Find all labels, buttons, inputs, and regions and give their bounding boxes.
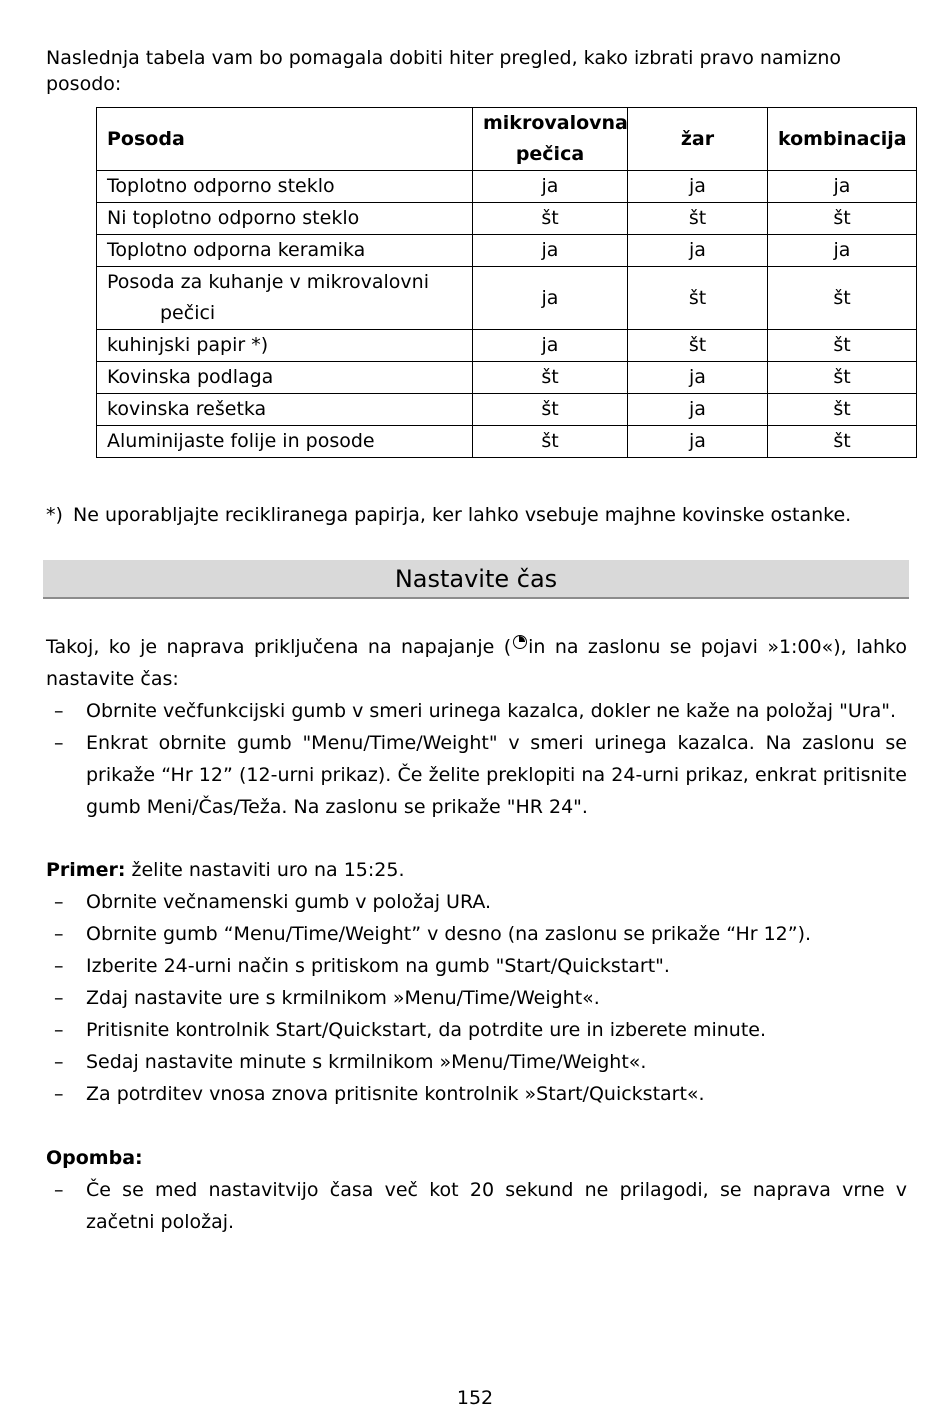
table-row <box>97 394 917 426</box>
page-number: 152 <box>456 1387 494 1409</box>
cell-cookware: Ni toplotno odporno steklo <box>97 203 473 235</box>
header-combination: kombinacija <box>768 108 917 171</box>
cell-cookware: Aluminijaste folije in posode <box>97 426 473 458</box>
cell-cookware: Toplotno odporno steklo <box>97 171 473 203</box>
cell-cookware: kovinska rešetka <box>97 394 473 426</box>
cell-microwave: št <box>473 362 628 394</box>
cell-grill: ja <box>628 394 768 426</box>
cell-cookware: kuhinjski papir *) <box>97 330 473 362</box>
table-row <box>97 267 917 330</box>
cell-combination: ja <box>768 171 917 203</box>
list-item: – Obrnite gumb “Menu/Time/Weight” v desno (na zaslonu se prikaže “Hr 12”). <box>46 918 907 950</box>
cell-grill: št <box>628 203 768 235</box>
note-heading <box>46 1142 907 1174</box>
cell-cookware-line2: pečici <box>160 302 216 324</box>
cell-cookware-line1: Posoda za kuhanje v mikrovalovni <box>107 271 429 293</box>
cell-combination: št <box>768 394 917 426</box>
cell-grill: št <box>628 330 768 362</box>
cell-combination: št <box>768 426 917 458</box>
clock-icon <box>513 635 527 649</box>
list-item: – Obrnite večfunkcijski gumb v smeri urinega kazalca, dokler ne kaže na položaj "Ura". <box>46 695 907 727</box>
footnote <box>46 501 916 529</box>
time-intro-before: Takoj, ko je naprava priključena na napajanje ( <box>46 636 512 658</box>
cell-microwave: št <box>473 394 628 426</box>
note-list <box>46 1174 907 1238</box>
cell-cookware <box>97 267 473 330</box>
cell-grill: št <box>628 267 768 330</box>
example-heading <box>46 854 907 886</box>
table-row <box>97 330 917 362</box>
list-item: – Za potrditev vnosa znova pritisnite kontrolnik »Start/Quickstart«. <box>46 1078 907 1110</box>
table-row <box>97 171 917 203</box>
table-row <box>97 235 917 267</box>
header-grill: žar <box>628 108 768 171</box>
list-item: – Zdaj nastavite ure s krmilnikom »Menu/Time/Weight«. <box>46 982 907 1014</box>
time-intro-paragraph <box>46 631 907 695</box>
cell-combination: št <box>768 362 917 394</box>
cell-microwave: št <box>473 426 628 458</box>
time-intro-after: in na zaslonu se pojavi »1:00«), lahko nastavite čas: <box>46 636 907 690</box>
table-row <box>97 203 917 235</box>
footnote-text: Ne uporabljajte recikliranega papirja, ker lahko vsebuje majhne kovinske ostanke. <box>73 504 852 526</box>
cell-combination: št <box>768 330 917 362</box>
example-label: Primer: <box>46 859 126 881</box>
list-item: – Sedaj nastavite minute s krmilnikom »Menu/Time/Weight«. <box>46 1046 907 1078</box>
section-header-bar <box>43 560 909 599</box>
list-item: – Obrnite večnamenski gumb v položaj URA. <box>46 886 907 918</box>
section-title: Nastavite čas <box>394 565 558 593</box>
example-text: želite nastaviti uro na 15:25. <box>125 859 405 881</box>
cell-microwave: ja <box>473 330 628 362</box>
table-header-row <box>97 108 917 171</box>
cell-microwave: ja <box>473 267 628 330</box>
cell-cookware: Toplotno odporna keramika <box>97 235 473 267</box>
cell-grill: ja <box>628 171 768 203</box>
intro-paragraph: Naslednja tabela vam bo pomagala dobiti hiter pregled, kako izbrati pravo namizno posodo: <box>46 47 842 95</box>
cell-grill: ja <box>628 426 768 458</box>
header-microwave: mikrovalovna pečica <box>473 108 628 171</box>
cell-combination: št <box>768 267 917 330</box>
table-row <box>97 426 917 458</box>
example-steps-list <box>46 886 907 1110</box>
list-item: – Če se med nastavitvijo časa več kot 20 sekund ne prilagodi, se naprava vrne v začetni položaj. <box>46 1174 907 1238</box>
cookware-table <box>96 107 917 458</box>
cell-microwave: št <box>473 203 628 235</box>
cell-combination: št <box>768 203 917 235</box>
cell-cookware: Kovinska podlaga <box>97 362 473 394</box>
header-cookware: Posoda <box>97 108 473 171</box>
footnote-mark: *) <box>46 504 63 526</box>
cell-microwave: ja <box>473 171 628 203</box>
list-item: – Izberite 24-urni način s pritiskom na gumb "Start/Quickstart". <box>46 950 907 982</box>
cell-microwave: ja <box>473 235 628 267</box>
cell-combination: ja <box>768 235 917 267</box>
list-item: – Pritisnite kontrolnik Start/Quickstart, da potrdite ure in izberete minute. <box>46 1014 907 1046</box>
cell-grill: ja <box>628 362 768 394</box>
table-row <box>97 362 917 394</box>
setting-steps-list <box>46 695 907 823</box>
note-label: Opomba: <box>46 1147 143 1169</box>
list-item: – Enkrat obrnite gumb "Menu/Time/Weight" v smeri urinega kazalca. Na zaslonu se prikaže “Hr 12” (12-urni prikaz). Če želite preklopiti na 24-urni prikaz, enkrat pritisnite gumb Meni/Čas/Teža. Na zaslonu se prikaže "HR 24". <box>46 727 907 823</box>
cell-grill: ja <box>628 235 768 267</box>
